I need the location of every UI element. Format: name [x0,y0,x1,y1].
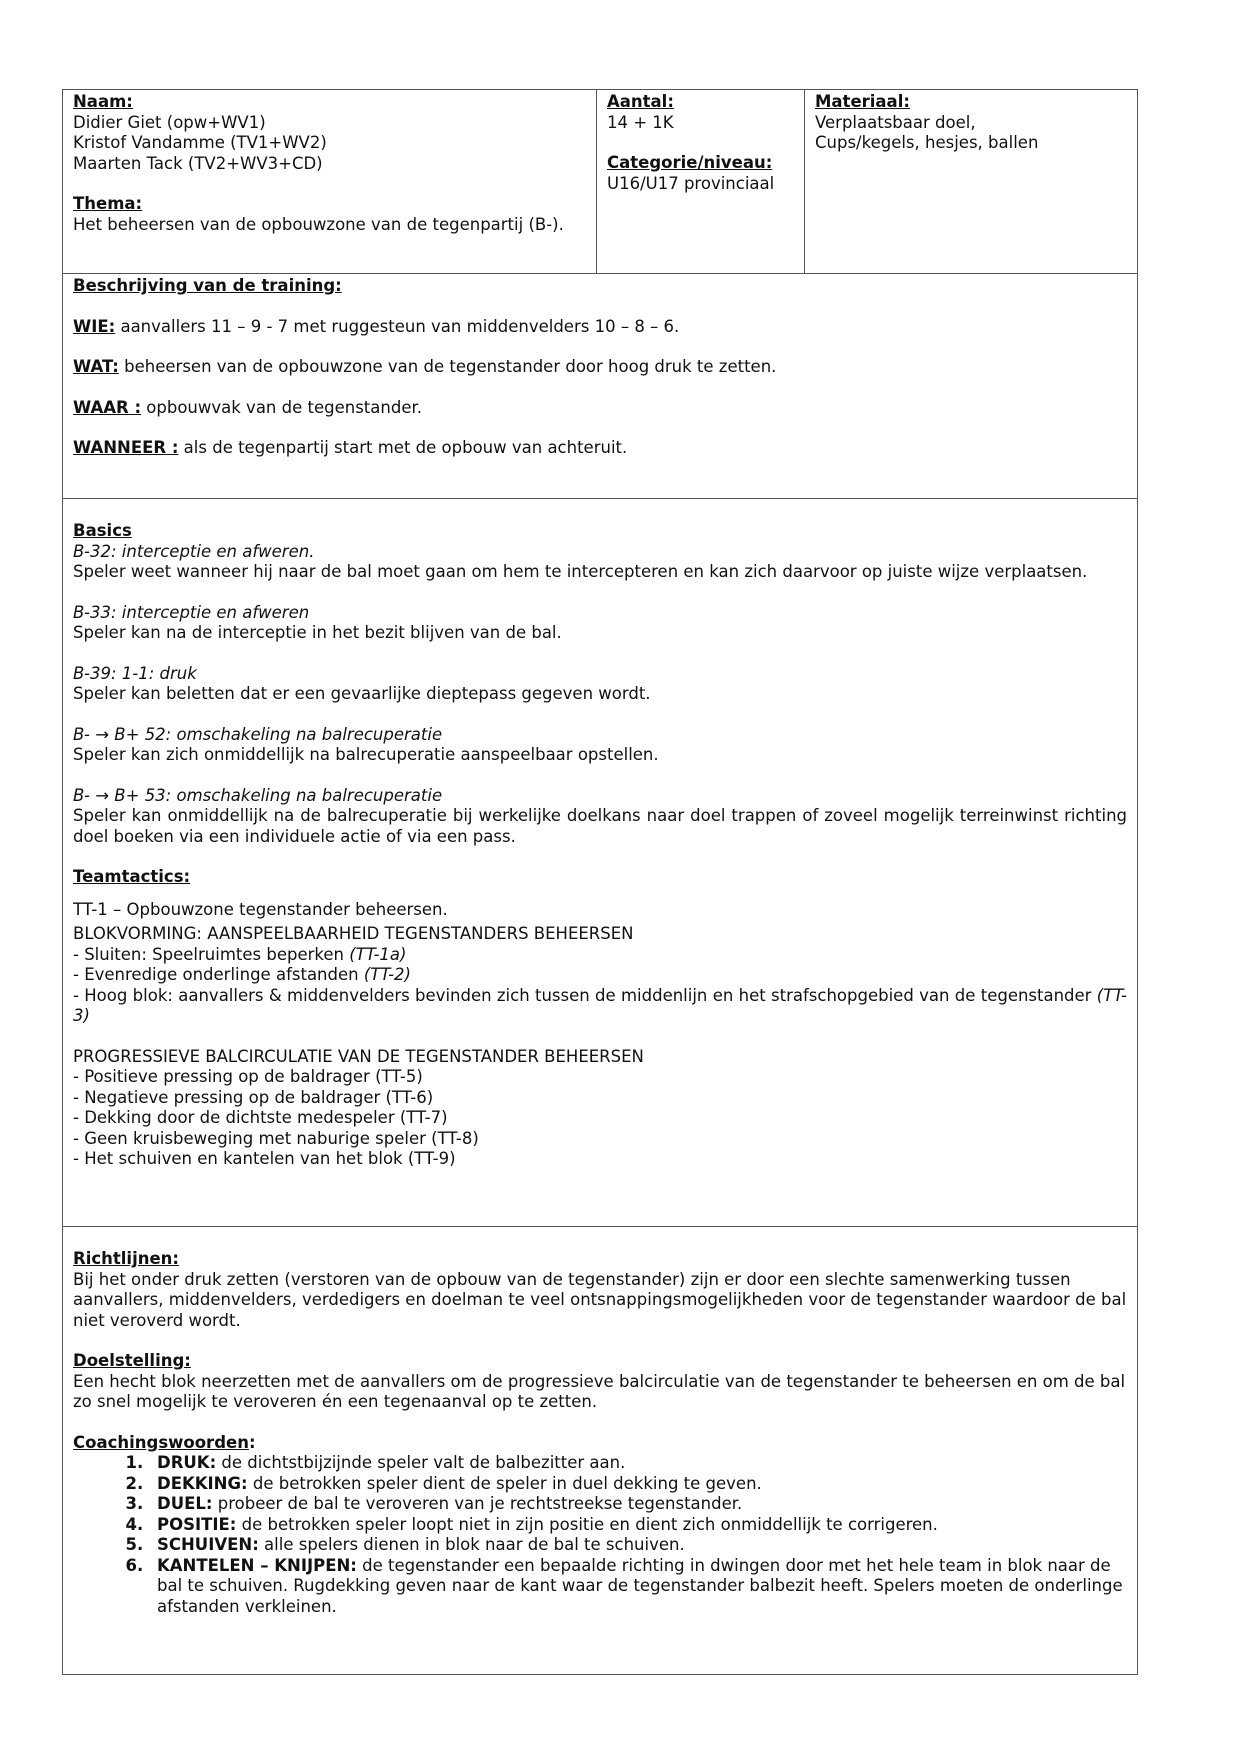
richtlijnen-title: Richtlijnen: [73,1249,180,1268]
basics-text: Speler kan zich onmiddellijk na balrecuperatie aanspeelbaar opstellen. [73,745,659,764]
prog-item: - Het schuiven en kantelen van het blok (TT-9) [73,1149,456,1168]
waar-line [73,398,1127,419]
blok-item: - Hoog blok: aanvallers & middenvelders bevinden zich tussen de middenlijn en het strafschopgebied van de tegenstander (TT-3) [73,985,1127,1025]
blok-item: - Sluiten: Speelruimtes beperken (TT-1a) [73,944,407,964]
basics-sub: B- → B+ 53: omschakeling na balrecuperatie [73,785,443,805]
training-sheet [62,89,1138,1675]
wat-label: WAT: [73,357,119,376]
wanneer-label: WANNEER : [73,438,179,457]
wie-line [73,317,1127,338]
thema-label: Thema: [73,194,143,213]
coaching-item: 1. DRUK: de dichtstbijzijnde speler valt de balbezitter aan. [149,1453,1127,1474]
naam-line: Didier Giet (opw+WV1) [73,112,266,132]
naam-line: Kristof Vandamme (TV1+WV2) [73,133,327,152]
coaching-colon: : [248,1432,256,1452]
blok-item: - Evenredige onderlinge afstanden (TT-2) [73,965,411,984]
header-row [63,90,1137,273]
basics-sub: B- → B+ 52: omschakeling na balrecuperatie [73,724,443,744]
naam-label: Naam: [73,92,133,111]
teamtactics-intro: TT-1 – Opbouwzone tegenstander beheersen. [73,899,448,919]
basics-text: Speler kan onmiddellijk na de balrecuperatie bij werkelijke doelkans naar doel trappen of zoveel mogelijk terreinwinst richting doel boeken via een individuele actie of via een pass. [73,806,1127,846]
thema-text: Het beheersen van de opbouwzone van de tegenpartij (B-). [73,214,564,234]
basics-text: Speler weet wanneer hij naar de bal moet gaan om hem te intercepteren en kan zich daarvoor op juiste wijze verplaatsen. [73,562,1088,581]
richtlijnen-section [63,1226,1137,1674]
teamtactics-title: Teamtactics: [73,867,191,886]
coaching-item: 4. POSITIE: de betrokken speler loopt niet in zijn positie en dient zich onmiddellijk te corrigeren. [149,1515,1127,1536]
coaching-item: 2. DEKKING: de betrokken speler dient de speler in duel dekking te geven. [149,1474,1127,1495]
wanneer-line [73,438,1127,459]
wie-label: WIE: [73,316,116,336]
richtlijnen-text: Bij het onder druk zetten (verstoren van de opbouw van de tegenstander) zijn er door een slechte samenwerking tussen aanvallers, middenvelders, verdedigers en doelman te veel ontsnappingsmogelijkheden voor de tegenstander waardoor de bal niet veroverd wordt. [73,1269,1127,1330]
aantal-value: 14 + 1K [607,112,674,132]
basics-sub: B-39: 1-1: druk [73,663,197,683]
beschrijving-title: Beschrijving van de training: [73,276,342,295]
prog-item: - Geen kruisbeweging met naburige speler (TT-8) [73,1128,479,1148]
basics-sub: B-32: interceptie en afweren. [73,541,315,561]
blokvorming-title: BLOKVORMING: AANSPEELBAARHEID TEGENSTANDERS BEHEERSEN [73,924,634,943]
naam-line: Maarten Tack (TV2+WV3+CD) [73,153,323,173]
coaching-item: 6. KANTELEN – KNIJPEN: de tegenstander een bepaalde richting in dwingen door met het hele team in blok naar de bal te schuiven. Rugdekking geven naar de kant waar de tegenstander balbezit heeft. Spelers moeten de onderlinge afstanden verkleinen. [149,1556,1127,1618]
waar-text: opbouwvak van de tegenstander. [141,397,422,417]
doelstelling-title: Doelstelling: [73,1351,191,1370]
basics-section [63,498,1137,1226]
coaching-heading [73,1433,1127,1454]
doelstelling-text: Een hecht blok neerzetten met de aanvallers om de progressieve balcirculatie van de tegenstander te beheersen en om de bal zo snel mogelijk te veroveren én een tegenaanval op te zetten. [73,1371,1126,1411]
basics-text: Speler kan beletten dat er een gevaarlijke dieptepass gegeven wordt. [73,684,651,703]
wanneer-text: als de tegenpartij start met de opbouw van achteruit. [178,438,628,457]
coaching-item: 5. SCHUIVEN: alle spelers dienen in blok naar de bal te schuiven. [149,1535,1127,1556]
aantal-label: Aantal: [607,92,674,111]
basics-text: Speler kan na de interceptie in het bezit blijven van de bal. [73,623,562,642]
prog-item: - Positieve pressing op de baldrager (TT-5) [73,1067,423,1086]
basics-sub: B-33: interceptie en afweren [73,602,310,622]
categorie-value: U16/U17 provinciaal [607,173,775,193]
waar-label: WAAR : [73,397,142,417]
coaching-item: 3. DUEL: probeer de bal te veroveren van je rechtstreekse tegenstander. [149,1494,1127,1515]
beschrijving-section [63,273,1137,498]
wat-line [73,357,1127,378]
coaching-title: Coachingswoorden [73,1432,249,1452]
prog-item: - Negatieve pressing op de baldrager (TT-6) [73,1087,434,1107]
aantal-cell [597,90,805,273]
materiaal-cell [805,90,1137,273]
wat-text: beheersen van de opbouwzone van de tegenstander door hoog druk te zetten. [118,357,777,376]
progressieve-title: PROGRESSIEVE BALCIRCULATIE VAN DE TEGENSTANDER BEHEERSEN [73,1046,644,1066]
coaching-list [73,1453,1127,1617]
categorie-label: Categorie/niveau: [607,153,773,172]
materiaal-line: Verplaatsbaar doel, [815,112,976,132]
materiaal-line: Cups/kegels, hesjes, ballen [815,133,1039,152]
materiaal-label: Materiaal: [815,92,910,111]
prog-item: - Dekking door de dichtste medespeler (TT-7) [73,1108,448,1127]
wie-text: aanvallers 11 – 9 - 7 met ruggesteun van middenvelders 10 – 8 – 6. [115,316,680,336]
naam-cell [63,90,597,273]
basics-title: Basics [73,521,132,540]
